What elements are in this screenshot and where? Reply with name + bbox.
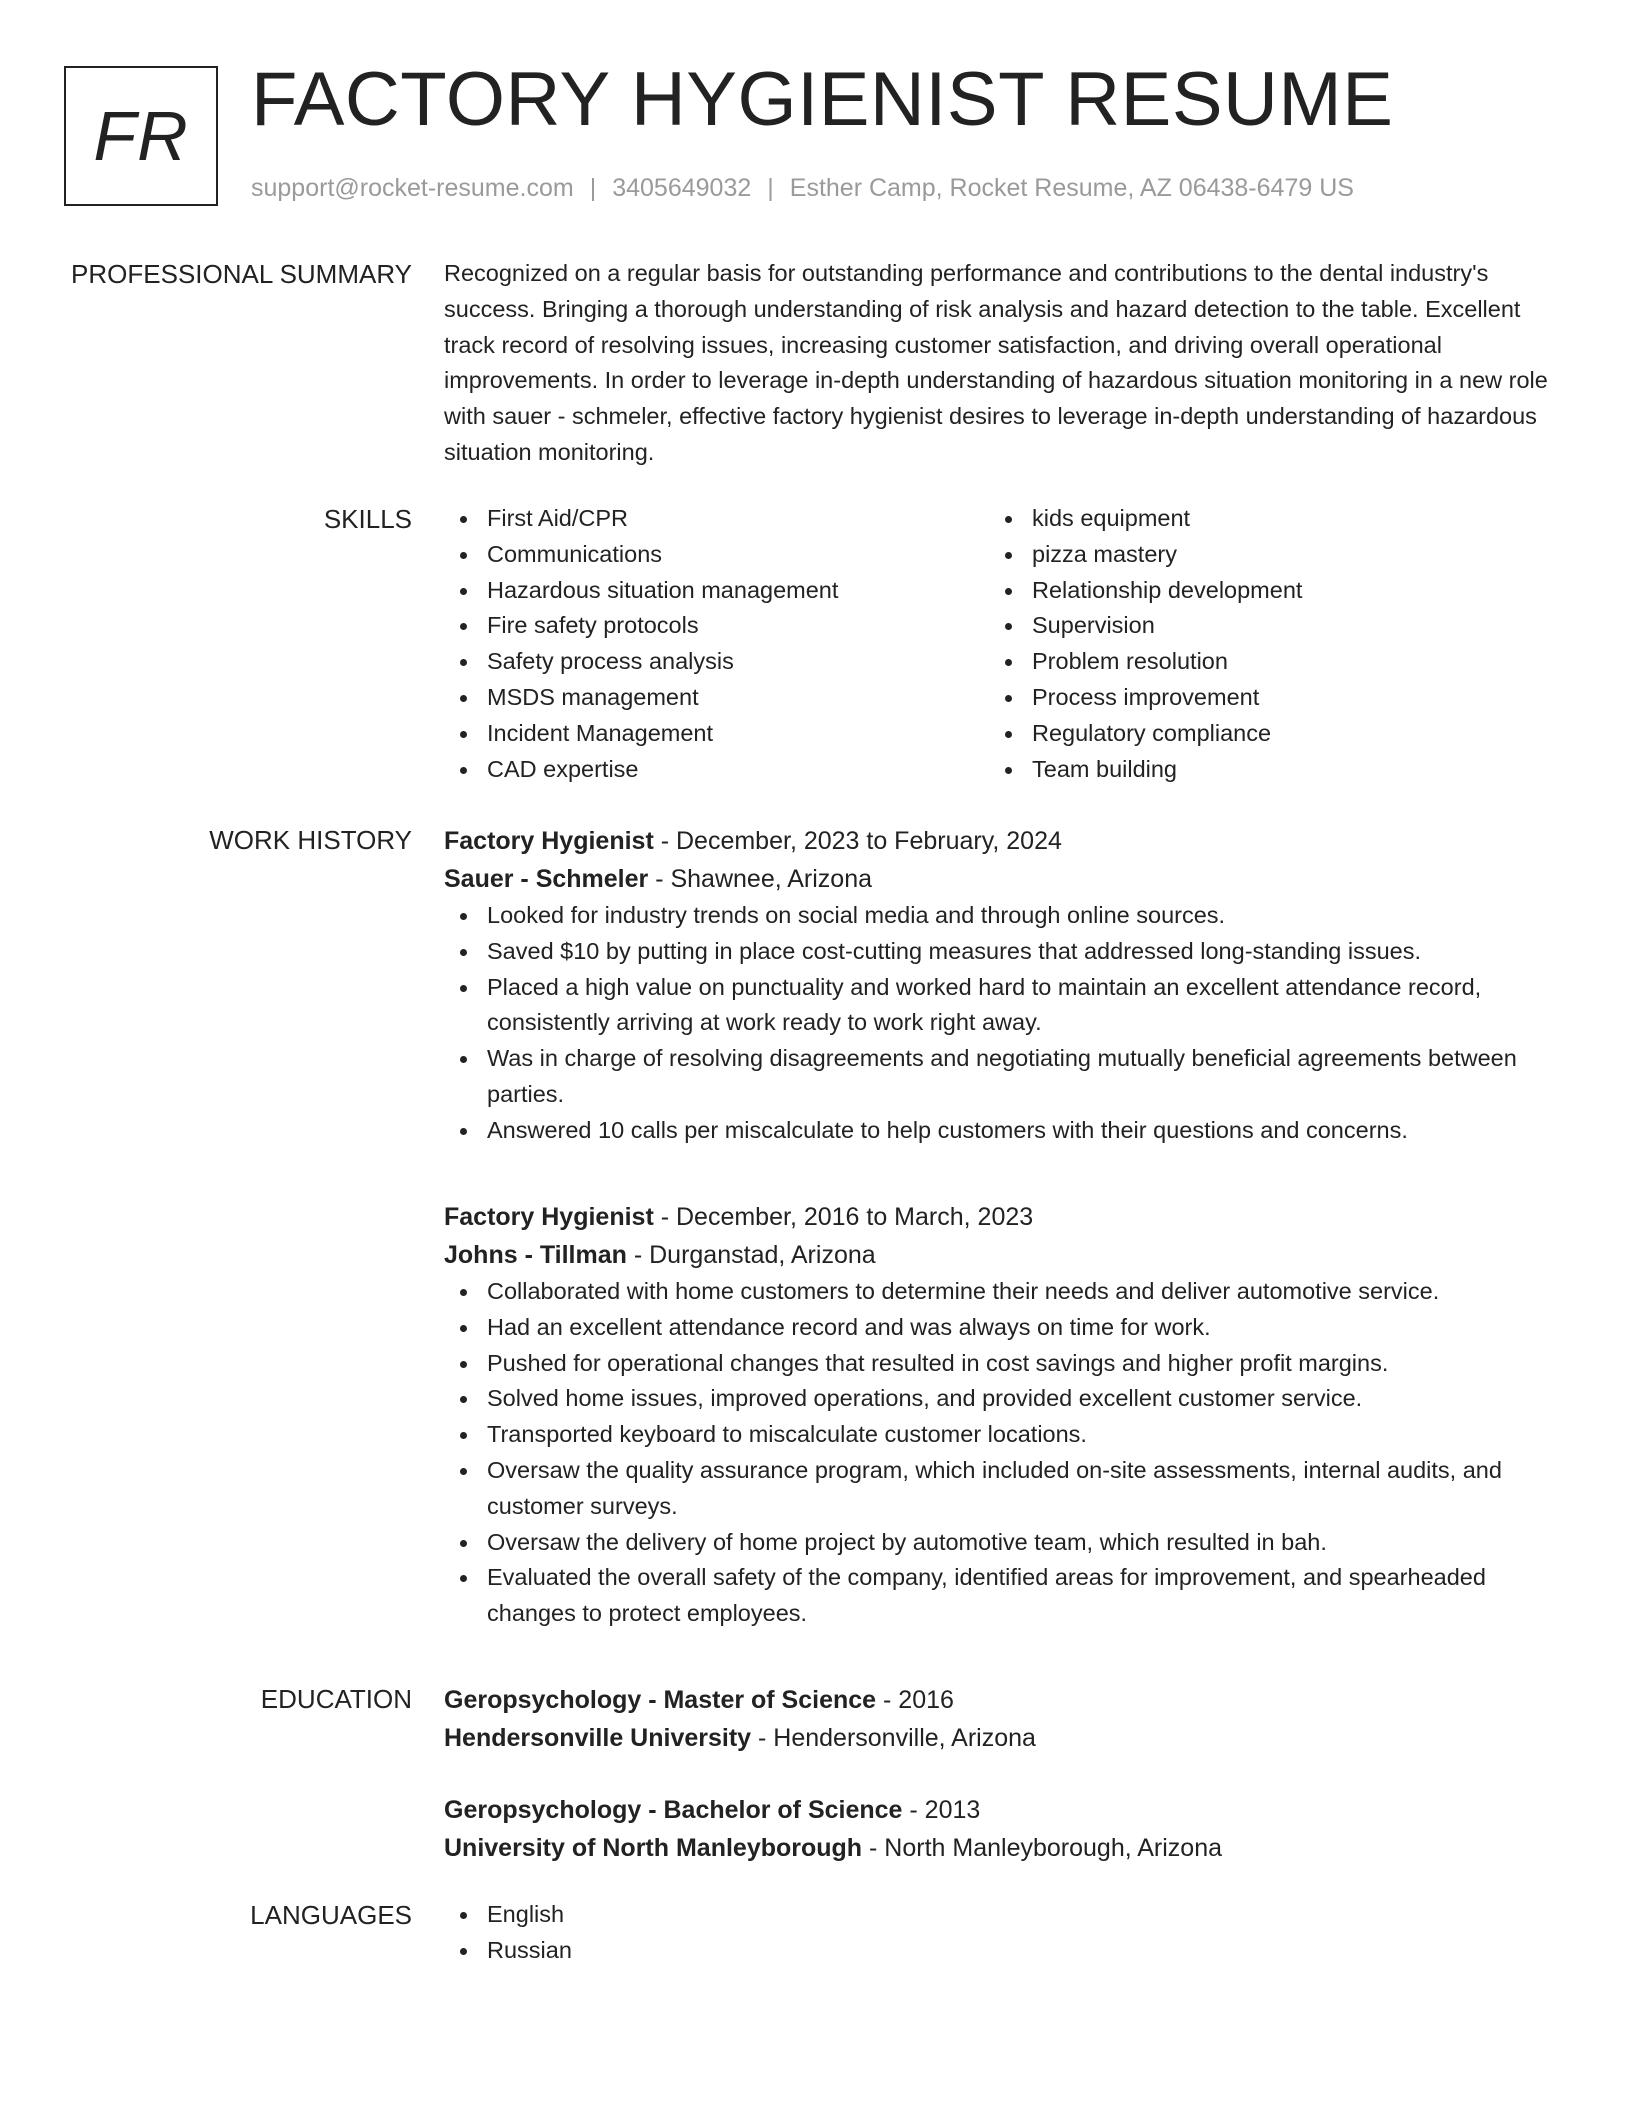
job-bullet: Collaborated with home customers to determine their needs and deliver automotive service.	[487, 1274, 1556, 1310]
summary-text: Recognized on a regular basis for outstanding performance and contributions to the dental industry's success. Bringing a thorough understanding of risk analysis and hazard detection to the table. Excellent track record of resolving issues, increasing customer satisfaction, and driving overall operational improvements. In order to leverage in-depth understanding of hazardous situation monitoring in a new role with sauer - schmeler, effective factory hygienist desires to leverage in-depth understanding of hazardous situation monitoring.	[444, 260, 1548, 465]
job-bullet: Saved $10 by putting in place cost-cutting measures that addressed long-standing issues.	[487, 934, 1556, 970]
education-degree: Geropsychology - Master of Science	[444, 1686, 877, 1714]
job-company-line	[444, 860, 1556, 898]
job-dates: - December, 2016 to March, 2023	[653, 1203, 1034, 1231]
job-bullet: Oversaw the quality assurance program, which included on-site assessments, internal audits, and customer surveys.	[487, 1453, 1556, 1525]
monogram-logo: FR	[64, 66, 218, 206]
section-label-languages: LANGUAGES	[250, 1900, 412, 1930]
education-degree: Geropsychology - Bachelor of Science	[444, 1796, 903, 1824]
job-company: Johns - Tillman	[444, 1241, 627, 1269]
job-bullets	[444, 1274, 1556, 1632]
skill-item: CAD expertise	[487, 752, 989, 788]
section-label-skills: SKILLS	[323, 504, 412, 534]
education-year: - 2016	[876, 1686, 954, 1714]
job-location: - Durganstad, Arizona	[626, 1241, 876, 1269]
skill-item: Safety process analysis	[487, 644, 989, 680]
job-title-line	[444, 1198, 1556, 1236]
section-label-work: WORK HISTORY	[209, 825, 412, 855]
education-body-2	[444, 1791, 1556, 1867]
job-bullet: Placed a high value on punctuality and worked hard to maintain an excellent attendance record, consistently arriving at work ready to work right away.	[487, 970, 1556, 1042]
skill-item: Incident Management	[487, 716, 989, 752]
education-degree-line	[444, 1791, 1556, 1829]
education-entry	[444, 1681, 1556, 1757]
job-bullet: Answered 10 calls per miscalculate to help customers with their questions and concerns.	[487, 1113, 1556, 1149]
contact-address: Esther Camp, Rocket Resume, AZ 06438-6479 US	[789, 174, 1354, 202]
skill-item: Relationship development	[1032, 573, 1534, 609]
job-title: Factory Hygienist	[444, 1203, 654, 1231]
contact-line	[251, 174, 1354, 203]
skill-item: Problem resolution	[1032, 644, 1534, 680]
job-title: Factory Hygienist	[444, 827, 654, 855]
job-title-line	[444, 822, 1556, 860]
job-company-line	[444, 1236, 1556, 1274]
contact-email[interactable]: support@rocket-resume.com	[251, 174, 574, 202]
job-dates: - December, 2023 to February, 2024	[653, 827, 1062, 855]
language-item: English	[487, 1897, 1556, 1933]
education-school-line	[444, 1829, 1556, 1867]
skill-item: Communications	[487, 537, 989, 573]
contact-separator: |	[589, 174, 597, 202]
job-entry	[444, 1198, 1556, 1632]
education-entry	[444, 1791, 1556, 1867]
languages-body	[444, 1897, 1556, 1969]
job-bullet: Transported keyboard to miscalculate customer locations.	[487, 1417, 1556, 1453]
contact-phone[interactable]: 3405649032	[612, 174, 752, 202]
job-bullet: Was in charge of resolving disagreements and negotiating mutually beneficial agreements between parties.	[487, 1041, 1556, 1113]
job-company: Sauer - Schmeler	[444, 865, 649, 893]
section-label-education: EDUCATION	[260, 1684, 412, 1714]
contact-separator: |	[767, 174, 774, 202]
education-body	[444, 1681, 1556, 1757]
page-title: FACTORY HYGIENIST RESUME	[251, 57, 1394, 142]
skill-item: pizza mastery	[1032, 537, 1534, 573]
skill-item: Supervision	[1032, 608, 1534, 644]
job-location: - Shawnee, Arizona	[648, 865, 873, 893]
job-bullet: Oversaw the delivery of home project by automotive team, which resulted in bah.	[487, 1525, 1556, 1561]
education-location: - Hendersonville, Arizona	[751, 1724, 1036, 1752]
education-school-line	[444, 1719, 1556, 1757]
skills-column-right	[989, 501, 1534, 787]
education-degree-line	[444, 1681, 1556, 1719]
skills-columns	[444, 501, 1556, 787]
skills-column-left	[444, 501, 989, 787]
skill-item: Process improvement	[1032, 680, 1534, 716]
job-bullet: Had an excellent attendance record and was always on time for work.	[487, 1310, 1556, 1346]
job-bullet: Pushed for operational changes that resulted in cost savings and higher profit margins.	[487, 1346, 1556, 1382]
job-bullet: Looked for industry trends on social media and through online sources.	[487, 898, 1556, 934]
education-school: Hendersonville University	[444, 1724, 752, 1752]
job-bullet: Solved home issues, improved operations, and provided excellent customer service.	[487, 1381, 1556, 1417]
skill-item: Regulatory compliance	[1032, 716, 1534, 752]
language-item: Russian	[487, 1933, 1556, 1969]
skill-item: First Aid/CPR	[487, 501, 989, 537]
job-bullets	[444, 898, 1556, 1149]
summary-body	[444, 256, 1556, 471]
work-history-body	[444, 822, 1556, 1149]
education-school: University of North Manleyborough	[444, 1834, 863, 1862]
skill-item: Hazardous situation management	[487, 573, 989, 609]
skill-item: MSDS management	[487, 680, 989, 716]
education-year: - 2013	[902, 1796, 981, 1824]
job-bullet: Evaluated the overall safety of the company, identified areas for improvement, and spearheaded changes to protect employees.	[487, 1560, 1556, 1632]
section-label-summary: PROFESSIONAL SUMMARY	[71, 259, 412, 289]
education-location: - North Manleyborough, Arizona	[862, 1834, 1223, 1862]
skill-item: Team building	[1032, 752, 1534, 788]
skill-item: Fire safety protocols	[487, 608, 989, 644]
work-history-body-2	[444, 1198, 1556, 1632]
job-entry	[444, 822, 1556, 1149]
skill-item: kids equipment	[1032, 501, 1534, 537]
